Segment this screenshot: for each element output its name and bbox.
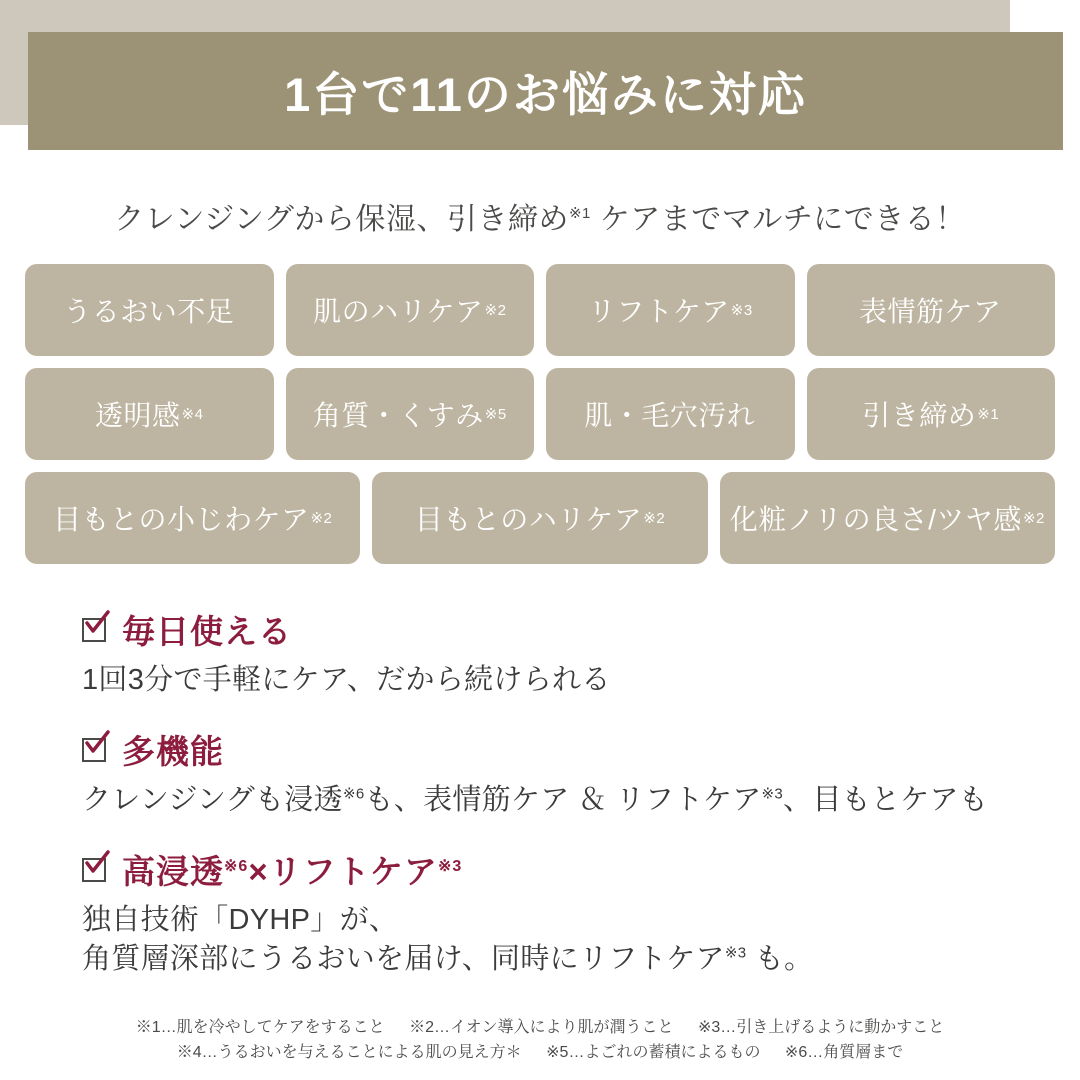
concern-tag — [546, 264, 795, 356]
tag-label: 肌・毛穴汚れ — [584, 400, 756, 431]
tag-footnote-marker: ※2 — [310, 510, 333, 527]
tag-label: リフトケア — [587, 296, 730, 327]
lead-footnote-marker: ※1 — [568, 205, 591, 222]
feature-desc-part: 、目もとケアも — [783, 784, 989, 817]
footnote-item: ※1…肌を冷やしてケアをすること — [135, 1019, 385, 1037]
tag-footnote-marker: ※2 — [643, 510, 666, 527]
tag-footnote-marker: ※5 — [484, 406, 507, 423]
feature-title: 毎日使える — [122, 613, 292, 650]
checkbox-check-icon — [82, 616, 110, 644]
tag-row — [25, 264, 1055, 356]
feature-desc-line: 独自技術「DYHP」が、 — [82, 904, 399, 937]
checkbox-check-icon — [82, 736, 110, 764]
tag-label: 目もとの小じわケア — [52, 504, 310, 535]
tag-label: うるおい不足 — [63, 296, 235, 327]
feature-title-part: ×リフトケア — [248, 853, 438, 891]
tag-footnote-marker: ※2 — [484, 302, 507, 319]
footnote-line — [0, 1041, 1080, 1066]
footnote-item: ※4…うるおいを与えることによる肌の見え方＊ — [176, 1044, 522, 1062]
footnote-item: ※6…角質層まで — [784, 1044, 904, 1062]
concern-tag-grid — [25, 264, 1055, 564]
concern-tag — [372, 472, 707, 564]
feature-checklist — [82, 606, 1012, 980]
concern-tag — [807, 368, 1056, 460]
feature-block — [82, 606, 1012, 700]
feature-title-part: 高浸透 — [122, 853, 224, 891]
tag-label: 引き締め — [862, 400, 977, 431]
feature-description: 1回3分で手軽にケア、だから続けられる — [82, 664, 611, 696]
concern-tag — [286, 368, 535, 460]
concern-tag — [720, 472, 1055, 564]
tag-label: 表情筋ケア — [858, 296, 1002, 327]
footnote-item: ※2…イオン導入により肌が潤うこと — [409, 1019, 674, 1037]
tag-row — [25, 368, 1055, 460]
concern-tag — [25, 368, 274, 460]
feature-footnote-marker: ※3 — [724, 944, 747, 962]
feature-desc-part: も、表情筋ケア ＆ リフトケア — [364, 784, 762, 817]
tag-footnote-marker: ※4 — [181, 406, 204, 423]
footnote-item: ※5…よごれの蓄積によるもの — [546, 1044, 761, 1062]
feature-footnote-marker: ※3 — [761, 785, 784, 803]
lead-text-before: クレンジングから保湿、引き締め — [114, 203, 569, 236]
tag-footnote-marker: ※2 — [1022, 510, 1045, 527]
feature-desc-part: も。 — [746, 943, 814, 976]
feature-title — [122, 846, 462, 893]
header-banner — [28, 32, 1063, 150]
feature-title: 多機能 — [122, 733, 224, 771]
feature-desc-line — [82, 940, 1012, 979]
tag-row — [25, 472, 1055, 564]
page-title: 1台で11のお悩みに対応 — [284, 67, 807, 121]
tag-label: 角質・くすみ — [312, 400, 484, 431]
feature-heading — [82, 846, 1012, 893]
concern-tag — [25, 264, 274, 356]
feature-description — [82, 901, 1012, 979]
feature-block — [82, 846, 1012, 979]
lead-text-after: ケアまでマルチにできる！ — [590, 203, 966, 236]
feature-block — [82, 726, 1012, 820]
concern-tag — [25, 472, 360, 564]
lead-copy — [0, 194, 1080, 238]
footnote-line — [0, 1016, 1080, 1041]
tag-footnote-marker: ※3 — [730, 302, 753, 319]
concern-tag — [807, 264, 1056, 356]
header — [0, 0, 1080, 160]
concern-tag — [546, 368, 795, 460]
feature-footnote-marker: ※6 — [342, 785, 365, 803]
tag-footnote-marker: ※1 — [977, 406, 1000, 423]
tag-label: 化粧ノリの良さ/ツヤ感 — [729, 504, 1022, 535]
feature-footnote-marker: ※6 — [224, 858, 249, 876]
feature-desc-part: 角質層深部にうるおいを届け、同時にリフトケア — [82, 943, 725, 976]
footnote-item: ※3…引き上げるように動かすこと — [697, 1019, 945, 1037]
feature-footnote-marker: ※3 — [437, 858, 463, 876]
checkbox-check-icon — [82, 856, 110, 884]
concern-tag — [286, 264, 535, 356]
tag-label: 透明感 — [95, 400, 181, 431]
feature-heading — [82, 726, 1012, 773]
tag-label: 肌のハリケア — [313, 296, 484, 327]
feature-desc-part: クレンジングも浸透 — [82, 784, 343, 817]
footnotes — [0, 1016, 1080, 1066]
tag-label: 目もとのハリケア — [414, 504, 643, 535]
feature-description — [82, 781, 1012, 820]
feature-heading — [82, 606, 1012, 653]
